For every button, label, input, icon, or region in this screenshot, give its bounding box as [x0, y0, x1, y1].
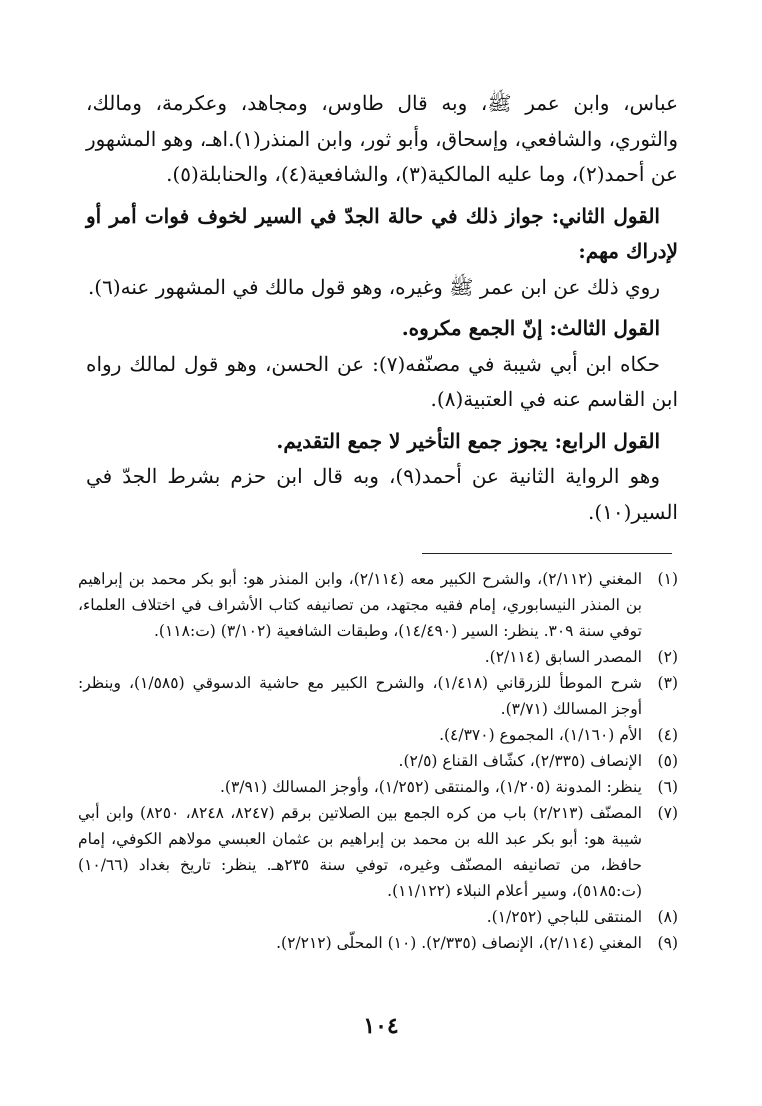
footnote-text: الأم (١/١٦٠)، المجموع (٤/٣٧٠). — [439, 726, 642, 744]
footnote-number: (٤) — [657, 726, 678, 744]
footnote-text: المصدر السابق (٢/١١٤). — [484, 648, 642, 666]
footnote-7 — [78, 800, 678, 904]
heading-second-opinion: القول الثاني: جواز ذلك في حالة الجدّ في السير لخوف فوات أمر أو لإدراك مهم: — [86, 203, 678, 263]
footnote-1 — [78, 566, 678, 644]
heading-fourth-opinion: القول الرابع: يجوز جمع التأخير لا جمع التقديم. — [276, 428, 660, 453]
footnote-2 — [78, 644, 678, 670]
footnote-number: (٨) — [657, 908, 678, 926]
footnote-number: (٢) — [657, 648, 678, 666]
paragraph-3: حكاه ابن أبي شيبة في مصنّفه(٧): عن الحسن، وهو قول لمالك رواه ابن القاسم عنه في العتبية(٨). — [86, 351, 678, 411]
footnote-number: (٧) — [657, 804, 678, 822]
page-number: ١٠٤ — [363, 1013, 399, 1039]
footnote-4 — [78, 722, 678, 748]
footnote-number: (٦) — [657, 778, 678, 796]
footnote-text: ينظر: المدونة (١/٢٠٥)، والمنتقى (١/٢٥٢)، وأوجز المسالك (٣/٩١). — [219, 778, 642, 796]
paragraph-1: عباس، وابن عمر ﷺ، وبه قال طاوس، ومجاهد، وعكرمة، ومالك، والثوري، والشافعي، وإسحاق، وأبو ثور، وابن المنذر(١).اهـ، وهو المشهور عن أحمد(٢)، وما عليه المالكية(٣)، والشافعية(٤)، والحنابلة(٥). — [86, 91, 679, 186]
footnote-text: المغني (٢/١١٤)، الإنصاف (٢/٣٣٥). (١٠) المحلّى (٢/٢١٢). — [276, 934, 642, 952]
footnote-number: (٥) — [657, 752, 678, 770]
footnote-number: (٩) — [657, 934, 678, 952]
footnote-text: المنتقى للباجي (١/٢٥٢). — [486, 908, 642, 926]
footnote-number: (١) — [657, 570, 678, 588]
heading-third-opinion: القول الثالث: إنّ الجمع مكروه. — [401, 316, 660, 340]
footnote-text: المغني (٢/١١٢)، والشرح الكبير معه (٢/١١٤)، وابن المنذر هو: أبو بكر محمد بن إبراهيم بن المنذر النيسابوري، إمام فقيه مجتهد، من تصانيفه كتاب الأشراف في اختلاف العلماء، توفي سنة ٣٠٩. ينظر: السير (١٤/٤٩٠)، وطبقات الشافعية (٣/١٠٢) (ت:١١٨). — [78, 570, 642, 640]
footnote-8 — [78, 904, 678, 930]
footnote-9 — [78, 930, 678, 956]
footnote-number: (٣) — [657, 674, 678, 692]
footnote-text: المصنّف (٢/٢١٣) باب من كره الجمع بين الصلاتين برقم (٨٢٤٧، ٨٢٤٨، ٨٢٥٠) وابن أبي شيبة هو: أبو بكر عبد الله بن محمد بن إبراهيم بن عثمان العبسي مولاهم الكوفي، إمام حافظ، من تصانيفه المصنّف وغيره، توفي سنة ٢٣٥هـ. ينظر: تاريخ بغداد (١٠/٦٦) (ت:٥١٨٥)، وسير أعلام النبلاء (١١/١٢٢). — [78, 804, 642, 900]
paragraph-4: وهو الرواية الثانية عن أحمد(٩)، وبه قال ابن حزم بشرط الجدّ في السير(١٠). — [86, 464, 678, 524]
paragraph-2: روي ذلك عن ابن عمر ﷺ وغيره، وهو قول مالك في المشهور عنه(٦). — [87, 274, 660, 299]
main-text — [86, 86, 678, 530]
footnote-5 — [78, 748, 678, 774]
footnote-text: شرح الموطأ للزرقاني (١/٤١٨)، والشرح الكبير مع حاشية الدسوقي (١/٥٨٥)، وينظر: أوجز المسالك (٣/٧١). — [78, 674, 643, 718]
footnote-6 — [78, 774, 678, 800]
footnote-3 — [78, 670, 678, 722]
footnotes — [78, 566, 678, 956]
footnote-separator — [422, 553, 672, 554]
footnote-text: الإنصاف (٢/٣٣٥)، كشّاف القناع (٢/٥). — [398, 752, 642, 770]
